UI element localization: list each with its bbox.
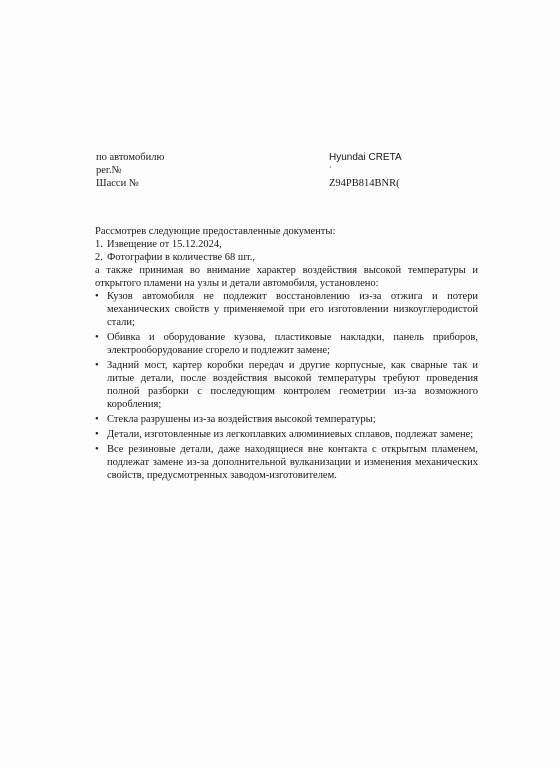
bullet-icon: • (95, 291, 99, 302)
document-item-number: 2. (95, 252, 103, 263)
bullet-icon: • (95, 444, 99, 455)
document-item-text: Извещение от 15.12.2024, (107, 239, 222, 250)
finding-item (95, 290, 478, 329)
vehicle-field-labels (96, 151, 164, 190)
finding-item (95, 428, 478, 441)
value-chassis: Z94PB814BNR( (329, 178, 400, 189)
finding-text: Задний мост, картер коробки передач и другие корпусные, как сварные так и литые детали, после воздействия высокой температуры требуют проведения полной разборки с последующим контролем геометрии из-за возможного коробления; (107, 360, 478, 410)
findings-list (95, 290, 478, 482)
finding-item (95, 443, 478, 482)
finding-text: Детали, изготовленные из легкоплавких алюминиевых сплавов, подлежат замене; (107, 429, 474, 440)
finding-item (95, 413, 478, 426)
finding-text: Кузов автомобиля не подлежит восстановлению из-за отжига и потери механических свойств у применяемой при его изготовлении низкоуглеродистой стали; (107, 291, 478, 328)
vehicle-field-values (329, 151, 402, 190)
finding-text: Все резиновые детали, даже находящиеся вне контакта с открытым пламенем, подлежат замене из-за дополнительной вулканизации и изменения механических свойств, предусмотренных заводом-изготовителем. (107, 444, 478, 481)
finding-text: Обивка и оборудование кузова, пластиковые накладки, панель приборов, электрооборудование сгорело и подлежит замене; (107, 332, 478, 356)
value-reg-number: ` (329, 165, 332, 175)
label-reg-number: рег.№ (96, 165, 122, 176)
document-item-text: Фотографии в количестве 68 шт., (107, 252, 256, 263)
label-chassis: Шасси № (96, 178, 139, 189)
finding-item (95, 359, 478, 411)
label-vehicle: по автомобилю (96, 152, 165, 163)
finding-text: Стекла разрушены из-за воздействия высокой температуры; (107, 414, 376, 425)
document-item-number: 1. (95, 239, 103, 250)
bullet-icon: • (95, 414, 99, 425)
document-body (95, 225, 478, 484)
preamble-text: а также принимая во внимание характер воздействия высокой температуры и открытого пламени на узлы и детали автомобиля, установлено: (95, 265, 478, 289)
document-item (95, 251, 478, 264)
bullet-icon: • (95, 429, 99, 440)
document-item (95, 238, 478, 251)
value-car-model: Hyundai CRETA (329, 152, 402, 163)
bullet-icon: • (95, 360, 99, 371)
intro-text: Рассмотрев следующие предоставленные документы: (95, 226, 336, 237)
bullet-icon: • (95, 332, 99, 343)
finding-item (95, 331, 478, 357)
